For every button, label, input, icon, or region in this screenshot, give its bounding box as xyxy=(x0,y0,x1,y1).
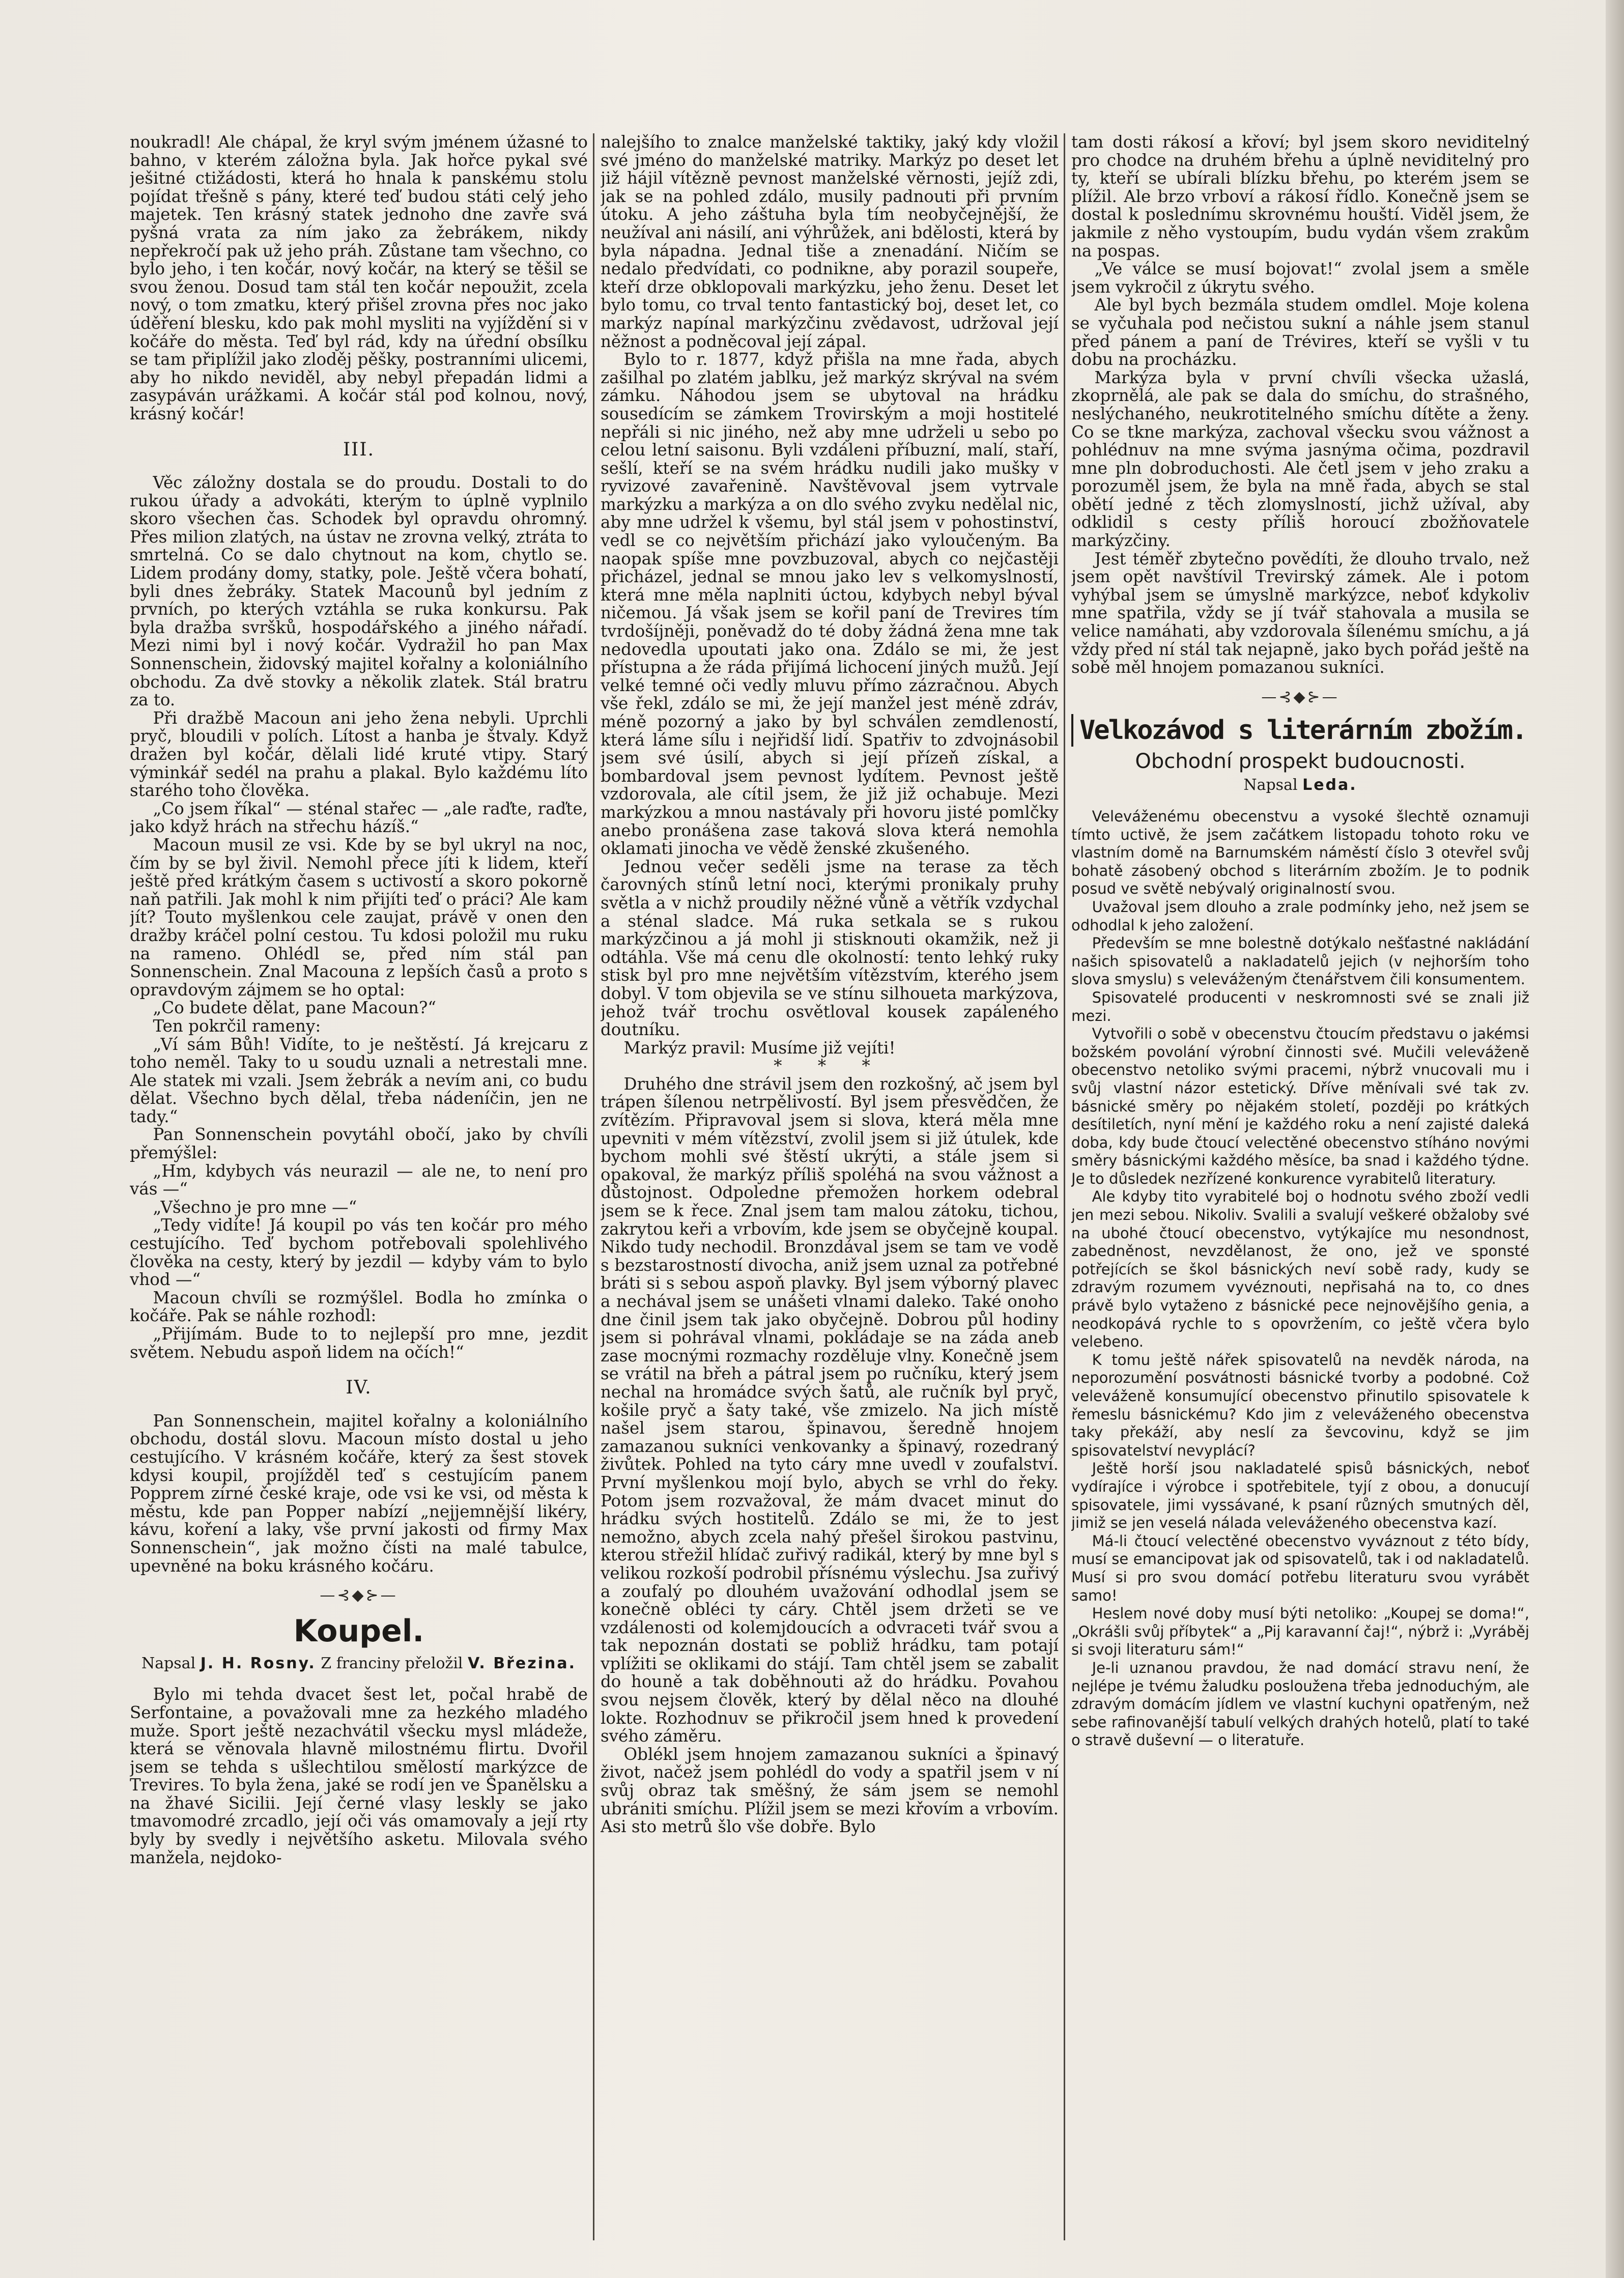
paragraph: Uvažoval jsem dlouho a zrale podmínky jeho, než jsem se odhodlal k jeho založení. xyxy=(1071,898,1529,934)
section-heading-iii: III. xyxy=(343,439,375,460)
byline-velkozavod xyxy=(1071,776,1529,794)
paragraph: Věc záložny dostala se do proudu. Dostali to do rukou úřady a advokáti, kterým to úplně vyplnilo skoro všechen čas. Schodek byl opravdu ohromný. Přes milion zlatých, na ústav ne zrovna velký, ztráta to smrtelná. Co se dalo chytnout na kom, chytlo se. Lidem prodány domy, statky, pole. Ještě včera bohatí, byli dnes žebráky. Statek Macounů byl jedním z prvních, po kterých vztáhla se ruka konkursu. Pak byla dražba svršků, hospodářského a jiného nářadí. Mezi nimi byl i nový kočár. Vydražil ho pan Max Sonnenschein, židovský majitel kořalny a koloniálního obchodu. Za dvě stovky a několik zlatek. Stál bratru za to. xyxy=(130,473,588,710)
author-name: J. H. Rosny. xyxy=(200,1654,316,1672)
byline-koupel xyxy=(130,1655,588,1673)
ornament-separator: —⊰◆⊱— xyxy=(320,1586,398,1605)
paragraph: „Co budete dělat, pane Macoun?“ xyxy=(153,998,437,1018)
paragraph: Oblékl jsem hnojem zamazanou sukníci a špinavý život, načež jsem pohlédl do vody a spatřil jsem v ní svůj obraz tak směšný, že sám jsem se nemohl ubrániti smíchu. Plížil jsem se mezi křovím a vrbovím. Asi sto metrů šlo vše dobře. Bylo xyxy=(601,1744,1059,1837)
paragraph: Macoun musil ze vsi. Kde by se byl ukryl na noc, čím by se byl živil. Nemohl přece jíti k lidem, kteří ještě před krátkým časem s uctivostí a skoro pokorně naň patřili. Jak mohl k nim přijíti teď o práci? Ale kam jít? Touto myšlenkou cele zaujat, právě v onen den dražby kráčel polní cestou. Tu kdosi položil mu ruku na rameno. Ohlédl se, před ním stál pan Sonnenschein. Znal Macouna z lepších časů a proto s opravdovým zájmem se ho optal: xyxy=(130,835,588,1000)
paragraph: Ten pokrčil rameny: xyxy=(153,1016,321,1036)
paragraph: „Co jsem říkal“ — sténal stařec — „ale raďte, raďte, jako když hrách na střechu házíš.“ xyxy=(130,799,588,837)
section-heading-iv: IV. xyxy=(346,1377,372,1399)
paragraph: Spisovatelé producenti v neskromnosti své se znali již mezi. xyxy=(1071,988,1529,1024)
translator-label: Z franciny přeložil xyxy=(321,1654,463,1672)
paragraph: Je-li uznanou pravdou, že nad domácí stravu není, že nejlépe je tvému žaludku posloužena třeba jednoduchým, ale zdravým domácím jídlem ve vlastní kuchyni opatřeným, než sebe rafinovanější tabulí velkých drahých hotelů, platí to také o stravě duševní — o literatuře. xyxy=(1071,1659,1529,1749)
paragraph: Ale byl bych bezmála studem omdlel. Moje kolena se vyčuhala pod nečistou sukní a náhle jsem stanul před pánem a paní de Trévires, kteří se vyšli v tu dobu na procházku. xyxy=(1071,295,1529,369)
column-3 xyxy=(1071,133,1529,2240)
paragraph: Markýza byla v první chvíli všecka užaslá, zkoprnělá, ale pak se dala do smíchu, do strašného, neslýchaného, neukrotitelného smíchu dítěte a ženy. Co se tkne markýza, zachoval všecku svou vážnost a pohlédnuv na mne svýma jasnýma očima, pozdravil mne pln dobroduchosti. Ale četl jsem v jeho zraku a porozuměl jsem, že byla na mně řada, abych se stal obětí jedné z těch zlomyslností, jichž užíval, aby odklidil s cesty příliš horoucí zbožňovatele markýzčiny. xyxy=(1071,367,1529,551)
paragraph: Pan Sonnenschein, majitel kořalny a koloniálního obchodu, dostál slovu. Macoun místo dostal u jeho cestujícího. V krásném kočáře, který za šest stovek kdysi koupil, projížděl teď s cestujícím panem Popprem zírné české kraje, ode vsi ke vsi, od města k městu, kde pan Popper nabízí „nejjemnější likéry, kávu, koření a laky, vše první jakosti od firmy Max Sonnenschein“, jak možno čísti na malé tabulce, upevněné na boku krásného kočáru. xyxy=(130,1411,588,1576)
paragraph: Bylo to r. 1877, když přišla na mne řada, abych zašilhal po zlatém jablku, jež markýz skrýval na svém zámku. Náhodou jsem se ubytoval na hrádku sousedícím se zámkem Trovirským a moji hostitelé nepřáli si nic jiného, než aby mne udrželi u sebo po celou letní saisonu. Byli vzdáleni příbuzní, malí, staří, sešlí, kteří se na svém hrádku nudili jako mušky v ryvizové zavařenině. Navštěvoval jsem vytrvale markýzku a markýza a on dlo svého zvyku nedělal nic, aby mne udržel k všemu, byl stál jsem v pohostinství, vedl se co největším přichází jako vyloučeným. Ba naopak spíše mne povzbuzoval, abych co nejčastěji přicházel, jednal se mnou jako lev s velkomyslností, která mne měla naplniti úctou, kdybych nebyl býval ničemou. Já však jsem se kořil paní de Trevires tím tvrdošíjněji, poněvadž do té doby žádná žena mne tak nedovedla upoutati jako ona. Zdálo se mi, že jest přístupna a že ráda přijímá lichocení jiných mužů. Její velké temné oči vedly mluvu přímo zázračnou. Abych vše řekl, zdálo se mi, že její manžel jest méně zdráv, méně pozorný a jako by byl schválen zemdleností, která láme sílu i nejřidší lidí. Spatřiv to zdvojnásobil jsem své úsilí, abych si její přízeň získal, a bombardoval jsem pevnost lydítem. Pevnost ještě vzdorovala, ale cítil jsem, že již již ochabuje. Mezi markýzkou a mnou nastávaly při hovoru jisté pomlčky anebo pronášena zase taková slova která nemohla oklamati jinocha ve vědě ženské zkušeného. xyxy=(601,350,1059,859)
paragraph: Pan Sonnenschein povytáhl obočí, jako by chvíli přemýšlel: xyxy=(130,1125,588,1163)
paragraph: Jednou večer seděli jsme na terase za těch čarovných stínů letní noci, kterými pronikaly pruhy světla a v nichž proudily něžné vůně a větřík vzdychal a sténal sladce. Má ruka setkala se s rukou markýzčinou a já mohl ji stisknouti okamžik, než ji odtáhla. Vše má cenu dle okolností: tento lehký ruky stisk byl pro mne největším vítězstvím, kterého jsem dobyl. V tom objevila se ve stínu silhoueta markýzova, jehož tvář trochu osvětloval kousek zapáleného doutníku. xyxy=(601,857,1059,1040)
column-rule-2 xyxy=(1064,133,1065,2240)
byline-label: Napsal xyxy=(141,1654,196,1672)
paragraph: „Hm, kdybych vás neurazil — ale ne, to není pro vás —“ xyxy=(130,1161,588,1199)
column-1 xyxy=(130,133,588,2240)
article-title-velkozavod: Velkozávod s literárním zbožím. xyxy=(1071,714,1529,747)
article-subtitle: Obchodní prospekt budoucnosti. xyxy=(1135,750,1466,774)
paragraph: Při dražbě Macoun ani jeho žena nebyli. Uprchli pryč, bloudili v polích. Lítost a hanba je štvaly. Když dražen byl kočár, dělali lidé kruté vtipy. Starý výminkář sedél na prahu a plakal. Bylo každému líto starého toho člověka. xyxy=(130,708,588,801)
paragraph: Macoun chvíli se rozmýšlel. Bodla ho zmínka o kočáře. Pak se náhle rozhodl: xyxy=(130,1288,588,1326)
paragraph: „Ve válce se musí bojovat!“ zvolal jsem a směle jsem vykročil z úkrytu svého. xyxy=(1071,259,1529,297)
ornament-separator: —⊰◆⊱— xyxy=(1261,688,1340,706)
paragraph: Ještě horší jsou nakladatelé spisů básnických, neboť vydírajíce i výrobce i spotřebitele, tyjí z obou, a donucují spisovatele, jimi vyssávané, k psaní různých smutných děl, jimiž se jen veselá nálada veleváženého obecenstva kazí. xyxy=(1071,1460,1529,1532)
paragraph: nalejšího to znalce manželské taktiky, jaký kdy vložil své jméno do manželské matriky. Markýz po deset let již hájil vítězně pevnost manželské věrnosti, jejíž zdi, jak se na pohled zdálo, musily padnouti při prvním útoku. A jeho záštuha byla tím neobyčejnější, že neužíval ani násilí, ani výhrůžek, ani bdělosti, která by byla nápadna. Jednal tiše a znenadání. Ničím se nedalo předvídati, co podnikne, aby porazil soupeře, kteří drze obklopovali markýzku, jeho ženu. Deset let bylo tomu, co trval tento fantastický boj, deset let, co markýz napínal markýzčinu zvědavost, udržoval její něžnost a podněcoval její zápal. xyxy=(601,133,1059,351)
paragraph: „Tedy vidíte! Já koupil po vás ten kočár pro mého cestujícího. Teď bychom potřebovali spolehlivého člověka na cesty, který by jezdil — kdyby vám to bylo vhod —“ xyxy=(130,1215,588,1290)
paragraph: Veleváženému obecenstvu a vysoké šlechtě oznamuji tímto uctivě, že jsem začátkem listopadu tohoto roku ve vlastním domě na Barnumském náměstí číslo 3 otevřel svůj bohatě zásobený obchod s literárním zbožím. Je to podnik posud ve světě nebývalý originalností svou. xyxy=(1071,808,1529,898)
paragraph: K tomu ještě nářek spisovatelů na nevděk národa, na neporozumění posvátnosti básnické tvorby a podobné. Což veleváženě konsumující obecenstvo přinutilo spisovatele k řemeslu básnickému? Kdo jim z veleváženého obecenstva taky překáží, aby neslí za ševcovinu, když se jim spisovatelství nevyplácí? xyxy=(1071,1351,1529,1459)
author-name: Leda. xyxy=(1302,776,1357,794)
column-rule-1 xyxy=(593,133,594,2240)
paragraph: „Ví sám Bůh! Vidíte, to je neštěstí. Já krejcaru z toho neměl. Taky to u soudu uznali a netrestali mne. Ale statek mi vzali. Jsem žebrák a nevím ani, co budu dělat. Všechno bych dělal, třeba nádeníčin, jen ne tady.“ xyxy=(130,1034,588,1126)
paragraph: Jest téměř zbytečno povědíti, že dlouho trvalo, než jsem opět navštívil Trevirský zámek. Ale i potom vyhýbal jsem se úmyslně markýzce, neboť kdykoliv mne spatřila, vždy se jí tvář stahovala a musila se velice namáhati, aby vzdorovala šílenému smíchu, a já vždy před ní stál tak nejapně, jako bych pořád ještě na sobě měl hnojem pomazanou sukníci. xyxy=(1071,549,1529,677)
paragraph: Ale kdyby tito vyrabitelé boj o hodnotu svého zboží vedli jen mezi sebou. Nikoliv. Svalili a svalují veškeré obžaloby své na ubohé čtoucí obecenstvo, vytýkajíce mu nesondnost, zabedněnost, nevzdělanost, že ono, jež ve sponsté potřejících se škol básnických neví sobě rady, kudy se zdravým rozumem vyvéznouti, nepřisahá na to, co dnes právě bylo vytaženo z básnické pece nejnovějšího genia, a neodkopává rychle to s opovržením, co ještě včera bylo velebeno. xyxy=(1071,1188,1529,1351)
section-stars: * * * xyxy=(774,1056,886,1076)
paragraph: Má-li čtoucí velectěné obecenstvo vyváznout z této bídy, musí se emancipovat jak od spisovatelů, tak i od nakladatelů. Musí si pro svou domácí potřebu literaturu svou vyrábět samo! xyxy=(1071,1532,1529,1604)
column-2 xyxy=(601,133,1059,2240)
paragraph: Heslem nové doby musí býti netoliko: „Koupej se doma!“, „Okrášli svůj příbytek“ a „Pij karavanní čaj!“, nýbrž i: „Vyráběj si svoji literaturu sám!“ xyxy=(1071,1605,1529,1659)
paragraph: tam dosti rákosí a křoví; byl jsem skoro neviditelný pro chodce na druhém břehu a úplně neviditelný pro ty, kteří se ubírali blízku břehu, po kterém jsem se plížil. Ale brzo vrboví a rákosí řídlo. Konečně jsem se dostal k poslednímu skrovnému houští. Viděl jsem, že jakmile z něho vystoupím, budu vydán všem zrakům na pospas. xyxy=(1071,133,1529,261)
paragraph: „Všechno je pro mne —“ xyxy=(153,1197,357,1217)
page-edge xyxy=(1606,0,1624,2278)
article-title-koupel: Koupel. xyxy=(293,1613,424,1649)
paragraph: Vytvořili o sobě v obecenstvu čtoucím představu o jakémsi božském povolání výrobní činnosti své. Mučili veleváženě obecenstvo netoliko svými pracemi, nýbrž vnucovali mu i svůj vlastní názor estetický. Dříve měnívali své tak zv. básnické směry po nějakém století, později po krátkých desítiletích, nyní mění je každého roku a není zajisté daleká doba, kdy bude čtoucí velectěné obecenstvo stíháno novými směry básnickými každého měsíce, ba snad i každého týdne. Je to důsledek nezřízené konkurence vyrabitelů literatury. xyxy=(1071,1025,1529,1187)
translator-name: V. Březina. xyxy=(468,1654,577,1672)
paragraph: Bylo mi tehda dvacet šest let, počal hrabě de Serfontaine, a považovali mne za hezkého mladého muže. Sport ještě nezachvátil všecku mysl mládeže, která se věnovala hlavně milostnému flirtu. Dvořil jsem se tehda s ušlechtilou smělostí markýzce de Trevires. To byla žena, jaké se rodí jen ve Španělsku a na žhavé Sicilii. Její černé vlasy leskly se jako tmavomodré zrcadlo, její oči vás omamovaly a její rty byly by svedly i největšího asketu. Milovala svého manžela, nejdoko- xyxy=(130,1685,588,1867)
paragraph: „Přijímám. Bude to to nejlepší pro mne, jezdit světem. Nebudu aspoň lidem na očích!“ xyxy=(130,1324,588,1362)
byline-label: Napsal xyxy=(1243,776,1298,794)
article-body xyxy=(1071,808,1529,1750)
paragraph: noukradl! Ale chápal, že kryl svým jménem úžasné to bahno, v kterém záložna byla. Jak hořce pykal své ješitné ctižádosti, která ho hnala k panskému stolu pojídat třešně s pány, které teď budou státi celý jeho majetek. Ten krásný statek jednoho dne zavře svá pyšná vrata za ním jako za žebrákem, nikdy nepřekročí pak už jeho práh. Zůstane tam všechno, co bylo jeho, i ten kočár, nový kočár, na který se těšil se svou ženou. Dosud tam stál ten kočár nepoužit, zcela nový, o tom zmatku, který přišel zrovna přes noc jako úděření blesku, kdo pak mohl mysliti na vyjíždění si v kočáře do města. Teď byl rád, kdy na úřední obsílku se tam připlížil jako zloděj pěšky, postranními ulicemi, aby ho nikdo neviděl, aby nebyl přepadán lidmi a zasypáván urážkami. A kočár stál pod kolnou, nový, krásný kočár! xyxy=(130,133,588,423)
paragraph: Markýz pravil: Musíme již vejíti! xyxy=(623,1038,896,1058)
paragraph: Druhého dne strávil jsem den rozkošný, ač jsem byl trápen šílenou netrpělivostí. Byl jsem přesvědčen, že zvítězím. Připravoval jsem si slova, která měla mne upevniti v mém vítězství, zvolil jsem si již útulek, kde bychom mohli své štěstí ukrýti, a stále jsem si opakoval, že markýz příliš spoléhá na svou vážnost a důstojnost. Odpoledne přemožen horkem odebral jsem se k řece. Znal jsem tam malou zátoku, tichou, zakrytou keři a vrbovím, kde jsem se obyčejně koupal. Nikdo tudy nechodil. Bronzdával jsem se tam ve vodě s bezstarostností divocha, aniž jsem uznal za potřebné bráti si s sebou aspoň plavky. Byl jsem výborný plavec a nechával jsem se unášeti vlnami daleko. Také onoho dne činil jsem tak jako obyčejně. Dobrou půl hodiny jsem si pohrával vlnami, pokládaje se na záda aneb zase mocnými rozmachy rozděluje vlny. Konečně jsem se vrátil na břeh a pátral jsem po ručníku, který jsem nechal na hromádce svých šatů, ale ručník byl pryč, košile pryč a šaty také, vše zmizelo. Na jich místě našel jsem starou, špinavou, šeredně hnojem zamazanou sukníci venkovanky a špinavý, rozedraný živůtek. Pohled na tyto cáry mne uvedl v zoufalství. První myšlenkou mojí bylo, abych se vrhl do řeky. Potom jsem rozvažoval, že mám dvacet minut do hrádku svých hostitelů. Zdálo se mi, že to jest nemožno, abych zcela nahý přešel širokou pastvinu, kterou střežil hlídač zuřivý radikál, který by mne byl s velikou rozkoší podrobil přísnému výslechu. Jsa zuřivý a zoufalý po dlouhém uvažování odhodlal jsem se konečně obléci ty cáry. Chtěl jsem držeti se ve vzdálenosti od kolemjdoucích a odvraceti tvář svou a tak nepoznán dostati se pobliž hrádku, tam potají vplížiti se oklikami do stájí. Tam chtěl jsem se zabalit do houně a tak doběhnouti až do hrádku. Povahou svou nejsem člověk, který by dělal něco na dlouhé lokte. Rozhodnuv se přikročil jsem hned k provedení svého záměru. xyxy=(601,1074,1059,1746)
paragraph: Především se mne bolestně dotýkalo nešťastné nakládání našich spisovatelů a nakladatelů jejich (v nejhorším toho slova smyslu) s veleváženým čtenářstvem čili konsumentem. xyxy=(1071,934,1529,988)
